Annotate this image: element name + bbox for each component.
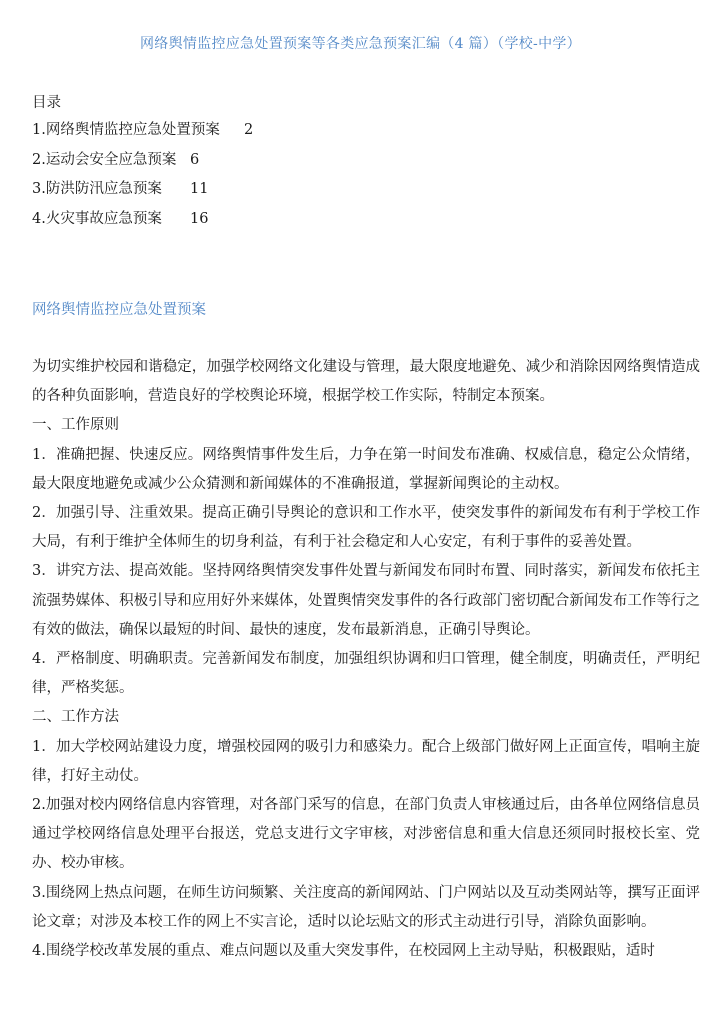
subsection-heading: 二、工作方法: [32, 709, 119, 726]
body-paragraph: 2.加强对校内网络信息内容管理，对各部门采写的信息，在部门负责人审核通过后，由各单位网络信息员通过学校网络信息处理平台报送，党总支进行文字审核，对涉密信息和重大信息还须同时报校长室、党办、校办审核。: [32, 797, 700, 872]
toc-item: [32, 207, 253, 237]
toc-item-page: 16: [190, 210, 209, 227]
section-body: [32, 353, 700, 966]
toc-item-page: 6: [190, 151, 200, 168]
toc-item-label: 1.网络舆情监控应急处置预案: [32, 122, 220, 138]
table-of-contents: [32, 92, 253, 236]
toc-item-page: 11: [190, 181, 209, 197]
body-paragraph: 1．加大学校网站建设力度，增强校园网的吸引力和感染力。配合上级部门做好网上正面宣传，唱响主旋律，打好主动仗。: [32, 738, 700, 784]
body-paragraph: 3.围绕网上热点问题，在师生访问频繁、关注度高的新闻网站、门户网站以及互动类网站等，撰写正面评论文章；对涉及本校工作的网上不实言论，适时以论坛贴文的形式主动进行引导，消除负面影响。: [32, 884, 700, 930]
toc-item-label: 2.运动会安全应急预案: [32, 151, 177, 168]
toc-item: [32, 148, 253, 178]
document-title: 网络舆情监控应急处置预案等各类应急预案汇编（4 篇）（学校-中学）: [140, 36, 581, 52]
toc-item: [32, 118, 253, 148]
body-paragraph: 3．讲究方法、提高效能。坚持网络舆情突发事件处置与新闻发布同时布置、同时落实，新闻发布依托主流强势媒体、积极引导和应用好外来媒体，处置舆情突发事件的各行政部门密切配合新闻发布工作等行之有效的做法，确保以最短的时间、最快的速度，发布最新消息，正确引导舆论。: [32, 563, 700, 638]
body-paragraph: 2．加强引导、注重效果。提高正确引导舆论的意识和工作水平，使突发事件的新闻发布有利于学校工作大局，有利于维护全体师生的切身利益，有利于社会稳定和人心安定，有利于事件的妥善处置。: [32, 505, 700, 551]
body-paragraph: 4.围绕学校改革发展的重点、难点问题以及重大突发事件，在校园网上主动导贴，积极跟贴，适时: [32, 943, 655, 960]
body-paragraph: 1．准确把握、快速反应。网络舆情事件发生后，力争在第一时间发布准确、权威信息，稳定公众情绪，最大限度地避免或减少公众猜测和新闻媒体的不准确报道，掌握新闻舆论的主动权。: [32, 446, 700, 492]
subsection-heading: 一、工作原则: [32, 417, 119, 434]
section-title: 网络舆情监控应急处置预案: [32, 302, 206, 318]
toc-item: [32, 177, 253, 207]
toc-item-page: 2: [244, 122, 254, 138]
body-paragraph: 为切实维护校园和谐稳定，加强学校网络文化建设与管理，最大限度地避免、减少和消除因网络舆情造成的各种负面影响，营造良好的学校舆论环境，根据学校工作实际，特制定本预案。: [32, 359, 700, 405]
toc-item-label: 4.火灾事故应急预案: [32, 210, 162, 227]
toc-heading: 目录: [32, 95, 61, 111]
toc-item-label: 3.防洪防汛应急预案: [32, 181, 162, 197]
body-paragraph: 4．严格制度、明确职责。完善新闻发布制度，加强组织协调和归口管理，健全制度，明确责任，严明纪律，严格奖惩。: [32, 651, 700, 697]
